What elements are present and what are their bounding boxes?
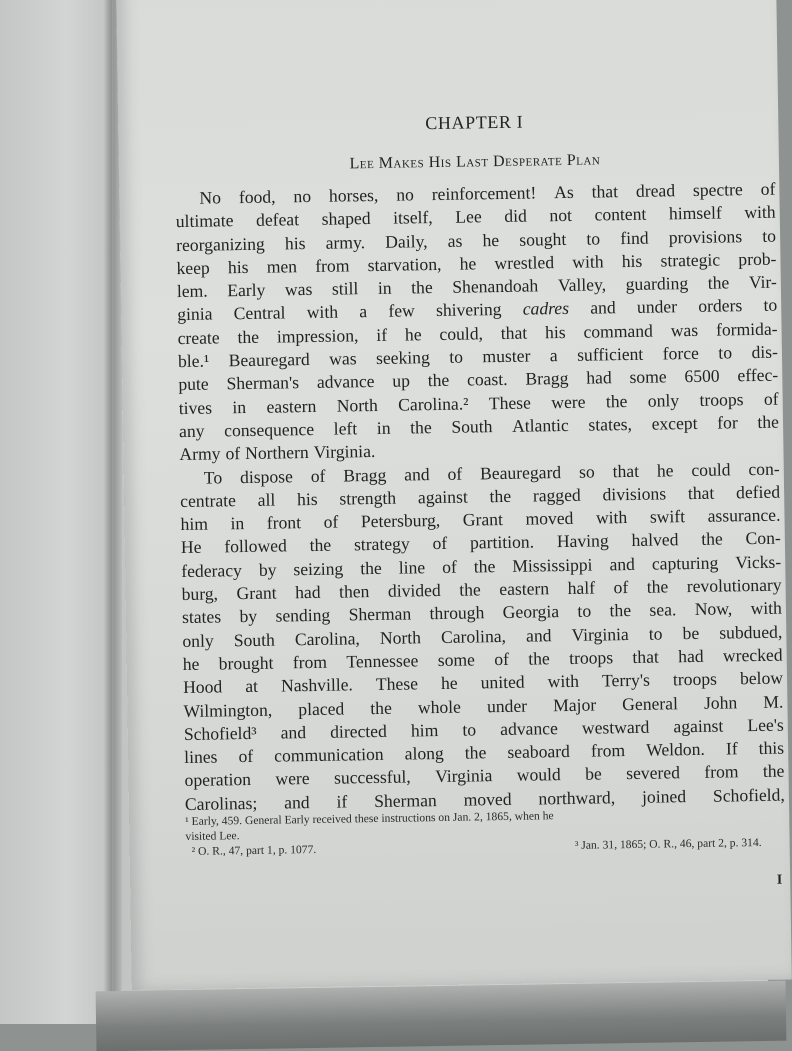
page-bottom-shadow <box>96 981 787 1051</box>
body-line: centrate all his strength against the ragged divisions that defied <box>180 481 781 511</box>
body-line: ble.¹ Beauregard was seeking to muster a sufficient force to dis- <box>177 341 779 372</box>
body-line: lines of communication along the seaboard from Weldon. If this <box>184 737 785 768</box>
body-line: ginia Central with a few shivering cadres and under orders to <box>177 295 778 325</box>
body-line: Wilmington, placed the whole under Major General John M. <box>183 691 784 721</box>
body-line: operation were successful, Virginia would be severed from the <box>184 761 785 791</box>
body-line: No food, no horses, no reinforcement! As that dread spectre of <box>199 178 776 208</box>
chapter-subtitle: Lee Makes His Last Desperate Plan <box>349 151 601 173</box>
body-line: ultimate defeat shaped itself, Lee did not content himself with <box>175 201 776 232</box>
body-line: him in front of Petersburg, Grant moved with swift assurance. <box>180 504 781 535</box>
footnote-3: ³ Jan. 31, 1865; O. R., 46, part 2, p. 314. <box>574 835 762 852</box>
body-line: Carolinas; and if Sherman moved northward, joined Schofield, <box>184 784 785 814</box>
body-line: only South Carolina, North Carolina, and Virginia to be subdued, <box>182 621 783 651</box>
body-line: keep his men from starvation, he wrestled with his strategic prob- <box>176 248 777 278</box>
footnote-2: ² O. R., 47, part 1, p. 1077. <box>191 842 317 858</box>
body-line: states by sending Sherman through Georgia to the sea. Now, with <box>181 597 783 628</box>
body-line: pute Sherman's advance up the coast. Bragg had some 6500 effec- <box>178 365 779 395</box>
chapter-title: CHAPTER I <box>425 111 524 134</box>
book-page <box>116 0 792 990</box>
body-line: Hood at Nashville. These he united with Terry's troops below <box>182 667 784 698</box>
body-line: tives in eastern North Carolina.² These were the only troops of <box>178 388 779 418</box>
body-line: burg, Grant had then divided the eastern half of the revolutionary <box>181 574 782 605</box>
body-line: lem. Early was still in the Shenandoah Valley, guarding the Vir- <box>176 271 777 302</box>
footnotes <box>185 805 786 859</box>
footnote-1-line-2: visited Lee. <box>185 829 240 844</box>
body-line: federacy by seizing the line of the Mississippi and capturing Vicks- <box>181 551 782 581</box>
page-number: I <box>776 872 783 888</box>
facing-page <box>0 0 112 1024</box>
body-line: He followed the strategy of partition. Having halved the Con- <box>180 528 781 558</box>
body-line: create the impression, if he could, that his command was formida- <box>177 318 778 348</box>
footnote-1-line-1: ¹ Early, 459. General Early received these instructions on Jan. 2, 1865, when he <box>185 809 554 829</box>
body-line: Army of Northern Virginia. <box>179 441 376 465</box>
body-line: he brought from Tennessee some of the troops that had wrecked <box>182 644 783 674</box>
body-line: To dispose of Bragg and of Beauregard so that he could con- <box>203 458 780 488</box>
body-line: Schofield³ and directed him to advance westward against Lee's <box>183 714 784 744</box>
body-text <box>175 178 785 816</box>
body-line: any consequence left in the South Atlantic states, except for the <box>178 411 780 442</box>
body-line: reorganizing his army. Daily, as he sought to find provisions to <box>176 225 777 255</box>
